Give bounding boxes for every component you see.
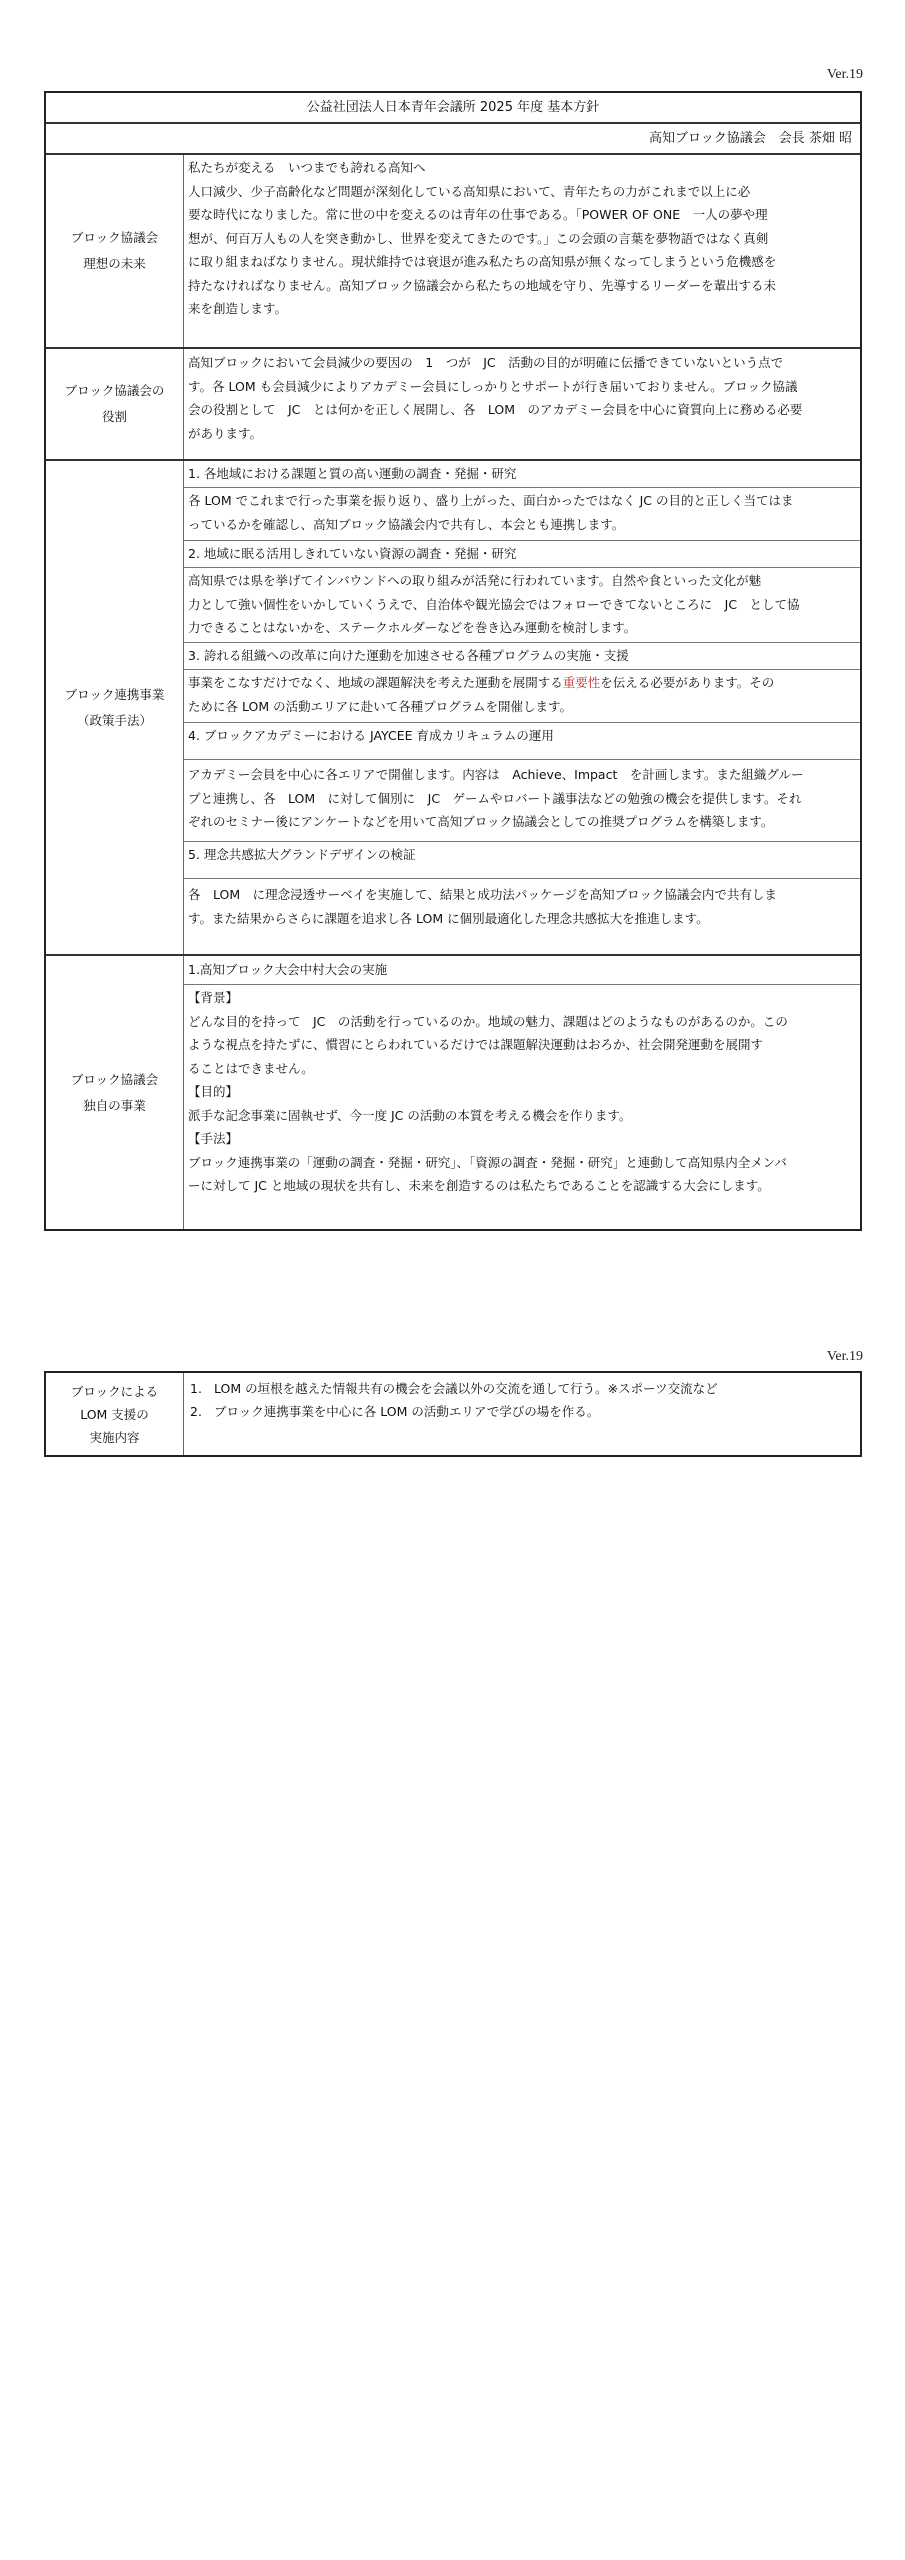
item-heading: 4. ブロックアカデミーにおける JAYCEE 育成カリキュラムの運用 — [184, 722, 860, 759]
text-line: ために各 LOM の活動エリアに赴いて各種プログラムを開催します。 — [188, 698, 572, 714]
label-line: ブロック協議会 — [70, 1071, 159, 1087]
version-label: Ver.19 — [826, 1349, 863, 1364]
section-content — [184, 349, 860, 459]
text-line: 各 LOM でこれまで行った事業を振り返り、盛り上がった、面白かったではなく JC の目的と正しく当てはま — [188, 493, 794, 508]
text-line: 力として強い個性をいかしていくうえで、自治体や観光協会ではフォローできてないところに JC として協 — [188, 596, 800, 612]
text-line — [188, 671, 856, 695]
item-heading: 1. 各地域における課題と質の高い運動の調査・発掘・研究 — [188, 466, 517, 481]
item-body — [184, 487, 860, 540]
support-table — [44, 1371, 862, 1457]
text-line: ブロック連携事業の「運動の調査・発掘・研究」、「資源の調査・発掘・研究」と連動して高知県内全メンバ — [188, 1154, 787, 1170]
list-item — [184, 1400, 860, 1423]
section-label — [46, 461, 184, 954]
item-heading: 5. 理念共感拡大グランドデザインの検証 — [184, 841, 860, 878]
text-line: 来を創造します。 — [188, 301, 288, 316]
label-line: （政策手法） — [76, 712, 152, 728]
item-text: ブロック連携事業を中心に各 LOM の活動エリアで学びの場を作る。 — [214, 1404, 600, 1419]
item-body — [184, 984, 860, 1198]
section-content — [184, 1373, 860, 1455]
text-line: 想が、何百万人もの人を突き動かし、世界を変えてきたのです。」この会頭の言葉を夢物語ではなく真剣 — [188, 230, 769, 246]
section-label — [46, 349, 184, 459]
section-content — [184, 956, 860, 1229]
text-line: ーに対して JC と地域の現状を共有し、未来を創造するのは私たちであることを認識する大会にします。 — [188, 1178, 770, 1193]
version-label: Ver.19 — [826, 67, 863, 82]
label-line: LOM 支援の — [80, 1406, 149, 1422]
text-line: 【手法】 — [188, 1131, 239, 1146]
section-block-projects — [46, 459, 860, 954]
list-item — [184, 1377, 860, 1400]
item-heading: 1.高知ブロック大会中村大会の実施 — [188, 962, 388, 977]
item-number: 1. — [190, 1381, 202, 1396]
text-line: に取り組まねばなりません。現状維持では衰退が進み私たちの高知県が無くなってしまうという危機感を — [188, 254, 777, 269]
text-line: アカデミー会員を中心に各エリアで開催します。内容は Achieve、Impact を計画します。また組織グルー — [188, 767, 804, 782]
text-line: 持たなければなりません。高知ブロック協議会から私たちの地域を守り、先導するリーダーを輩出する未 — [188, 277, 777, 293]
item-number: 2. — [190, 1404, 202, 1419]
title-row — [46, 93, 860, 122]
text-line: プと連携し、各 LOM に対して個別に JC ゲームやロバート議事法などの勉強の機会を提供します。それ — [188, 790, 802, 806]
text-segment: 事業をこなすだけでなく、地域の課題解決を考えた運動を展開する — [188, 675, 563, 690]
item-body — [184, 878, 860, 930]
section-role — [46, 347, 860, 459]
support-row — [46, 1373, 860, 1455]
highlighted-text: 重要性 — [562, 675, 601, 690]
label-line: 実施内容 — [89, 1429, 140, 1445]
label-line: ブロック協議会の — [64, 383, 165, 398]
item-body — [184, 669, 860, 722]
text-line: す。各 LOM も会員減少によりアカデミー会員にしっかりとサポートが行き届いておりません。ブロック協議 — [188, 378, 798, 394]
author-line: 高知ブロック協議会 会長 茶畑 昭 — [648, 131, 852, 146]
label-line: 役割 — [101, 409, 127, 424]
text-line: 人口減少、少子高齢化など問題が深刻化している高知県において、青年たちの力がこれまで以上に必 — [188, 183, 751, 199]
label-line: ブロックによる — [70, 1383, 159, 1399]
section-content — [184, 461, 860, 954]
text-line: す。また結果からさらに課題を追求し各 LOM に個別最適化した理念共感拡大を推進します。 — [188, 910, 709, 926]
section-content — [184, 155, 860, 347]
section-label — [46, 956, 184, 1229]
text-line: どんな目的を持って JC の活動を行っているのか。地域の魅力、課題はどのようなものがあるのか。この — [188, 1013, 788, 1029]
label-line: ブロック協議会 — [70, 230, 159, 245]
author-row — [46, 122, 860, 153]
text-line: 【目的】 — [188, 1084, 239, 1099]
item-heading: 3. 誇れる組織への改革に向けた運動を加速させる各種プログラムの実施・支援 — [184, 642, 860, 669]
label-line: 理想の未来 — [83, 256, 146, 271]
text-line: 各 LOM に理念浸透サーベイを実施して、結果と成功法パッケージを高知ブロック協議会内で共有しま — [188, 887, 777, 902]
text-line: ような視点を持たずに、慣習にとらわれているだけでは課題解決運動はおろか、社会開発運動を展開す — [188, 1037, 764, 1052]
text-line: があります。 — [188, 425, 263, 441]
item-text: LOM の垣根を越えた情報共有の機会を会議以外の交流を通して行う。※スポーツ交流など — [214, 1381, 718, 1396]
document-title: 公益社団法人日本青年会議所 2025 年度 基本方針 — [306, 100, 600, 115]
text-line: 私たちが変える いつまでも誇れる高知へ — [188, 160, 426, 175]
text-line: 高知ブロックにおいて会員減少の要因の 1 つが JC 活動の目的が明確に伝播できていないという点で — [188, 355, 784, 370]
section-ideal-future — [46, 153, 860, 347]
text-line: 力できることはないかを、ステークホルダーなどを巻き込み運動を検討します。 — [188, 620, 637, 635]
policy-table — [44, 91, 862, 1231]
text-line: 要な時代になりました。常に世の中を変えるのは青年の仕事である。「POWER OF ONE 一人の夢や理 — [188, 207, 768, 222]
text-line: 【背景】 — [188, 990, 239, 1005]
section-unique-projects — [46, 954, 860, 1229]
text-segment: を伝える必要があります。その — [600, 675, 775, 690]
text-line: ることはできません。 — [188, 1060, 314, 1076]
section-label — [46, 155, 184, 347]
label-line: 独自の事業 — [83, 1097, 146, 1113]
item-body — [184, 759, 860, 841]
text-line: 会の役割として JC とは何かを正しく展開し、各 LOM のアカデミー会員を中心に資質向上に務める必要 — [188, 402, 803, 417]
text-line: 派手な記念事業に固執せず、今一度 JC の活動の本質を考える機会を作ります。 — [188, 1107, 632, 1123]
text-line: っているかを確認し、高知ブロック協議会内で共有し、本会とも連携します。 — [188, 516, 625, 532]
item-heading: 2. 地域に眠る活用しきれていない資源の調査・発掘・研究 — [184, 540, 860, 567]
text-line: 高知県では県を挙げてインバウンドへの取り組みが活発に行われています。自然や食といった文化が魅 — [188, 573, 762, 588]
label-line: ブロック連携事業 — [64, 686, 165, 702]
item-body — [184, 567, 860, 642]
text-line: ぞれのセミナー後にアンケートなどを用いて高知ブロック協議会としての推奨プログラムを構築します。 — [188, 814, 774, 829]
section-label — [46, 1373, 184, 1455]
